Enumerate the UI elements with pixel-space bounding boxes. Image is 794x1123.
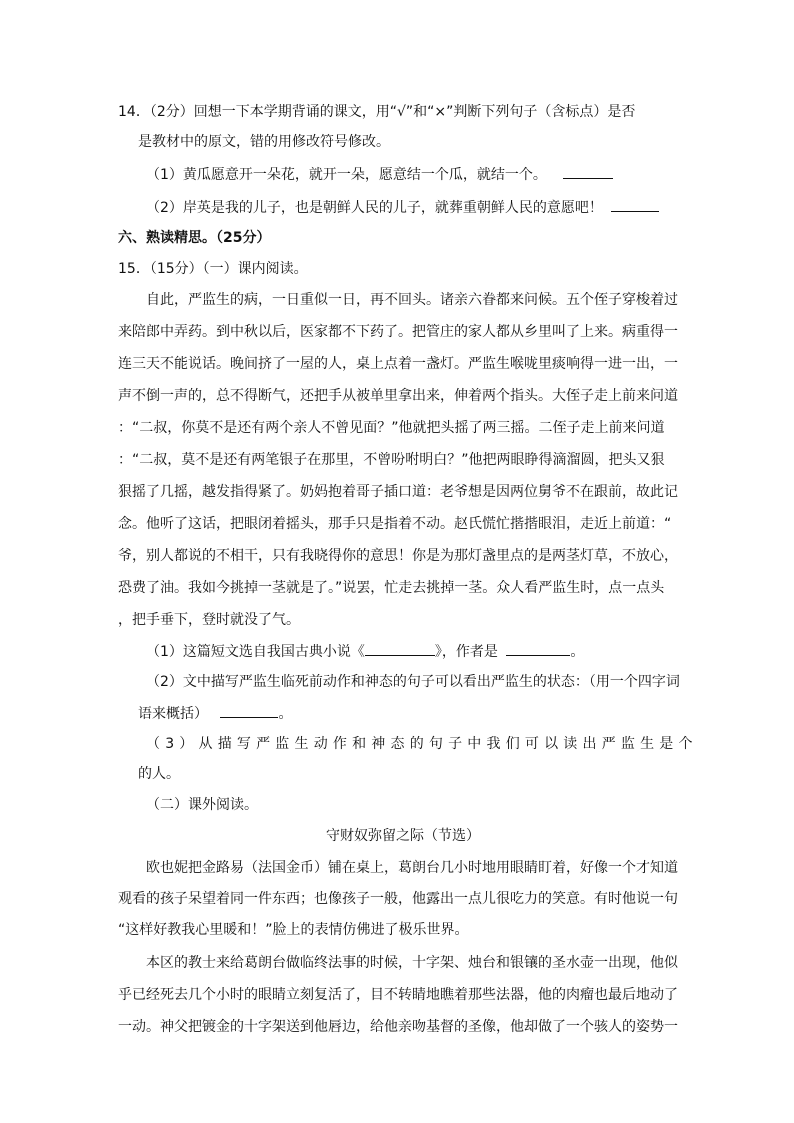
answer-blank[interactable] (506, 641, 570, 656)
article-line: “这样好教我心里暖和！”脸上的表情仿佛进了极乐世界。 (118, 922, 469, 938)
passage-line: 念。他听了这话，把眼闭着摇头，那手只是指着不动。赵氏慌忙揩揩眼泪，走近上前道：“ (118, 516, 672, 532)
answer-blank[interactable] (365, 641, 435, 656)
answer-blank[interactable] (563, 164, 613, 179)
q15-sub2-text: 语来概括） (138, 706, 208, 722)
passage-line: 爷，别人都说的不相干，只有我晓得你的意思！你是为那灯盏里点的是两茎灯草，不放心， (118, 548, 678, 564)
q15-header: 15．（15分）（一）课内阅读。 (118, 261, 308, 277)
passage-line: ，把手垂下，登时就没了气。 (118, 612, 300, 628)
answer-blank[interactable] (220, 703, 278, 718)
q14-item1 (146, 164, 613, 185)
passage-line: 连三天不能说话。晚间挤了一屋的人，桌上点着一盏灯。严监生喉咙里痰响得一进一出，一 (118, 356, 678, 372)
q14-item2 (146, 197, 659, 218)
answer-blank[interactable] (611, 197, 659, 212)
q15-sub3-line2: 的人。 (138, 766, 180, 782)
passage-line: 自此，严监生的病，一日重似一日，再不回头。诸亲六眷都来问候。五个侄子穿梭着过 (146, 292, 678, 308)
q15-sub3-line1: （3）从描写严监生动作和神态的句子中我们可以读出严监生是个 (146, 736, 698, 752)
passage-line: 恐费了油。我如今挑掉一茎就是了。”说罢，忙走去挑掉一茎。众人看严监生时，点一点头 (118, 580, 665, 596)
q14-item1-text: （1）黄瓜愿意开一朵花，就开一朵，愿意结一个瓜，就结一个。 (146, 167, 547, 183)
passage-line: 声不倒一声的，总不得断气，还把手从被单里拿出来，伸着两个指头。大侄子走上前来问道 (118, 388, 678, 404)
passage-line: ：“二叔，你莫不是还有两个亲人不曾见面？”他就把头摇了两三摇。二侄子走上前来问道 (118, 420, 665, 436)
q15-sub1 (146, 641, 584, 662)
q14-item2-text: （2）岸英是我的儿子，也是朝鲜人民的儿子，就葬重朝鲜人民的意愿吧！ (146, 200, 603, 216)
article-line: 乎已经死去几个小时的眼睛立刻复活了，目不转睛地瞧着那些法器，他的肉瘤也最后地动了 (118, 987, 678, 1003)
passage-line: 来陪郎中弄药。到中秋以后，医家都不下药了。把管庄的家人都从乡里叫了上来。病重得一 (118, 324, 678, 340)
passage-line: 狠摇了几摇，越发指得紧了。奶妈抱着哥子插口道：老爷想是因两位舅爷不在跟前，故此记 (118, 484, 678, 500)
article-line: 一动。神父把镀金的十字架送到他唇边，给他亲吻基督的圣像，他却做了一个骇人的姿势一 (118, 1019, 678, 1035)
article-title: 守财奴弥留之际（节选） (326, 828, 480, 844)
section-title: 六、熟读精思。（25分） (118, 230, 271, 246)
passage-line: ：“二叔，莫不是还有两笔银子在那里，不曾吩咐明白？”他把两眼睁得滴溜圆，把头又狠 (118, 452, 665, 468)
q15-sub2-line1: （2）文中描写严监生临死前动作和神态的句子可以看出严监生的状态：（用一个四字词 (146, 674, 680, 690)
q14-line1: 14．（2分）回想一下本学期背诵的课文，用“√”和“×”判断下列句子（含标点）是否 (118, 104, 636, 120)
q15-sub2-end: 。 (278, 706, 293, 722)
article-line: 观看的孩子呆望着同一件东西；也像孩子一般，他露出一点儿很吃力的笑意。有时他说一句 (118, 891, 678, 907)
q15-sub1-text-c: 。 (570, 644, 585, 660)
q15-sub2-line2 (138, 703, 292, 724)
article-line: 欧也妮把金路易（法国金币）铺在桌上，葛朗台几小时地用眼睛盯着，好像一个才知道 (146, 860, 678, 876)
q15-sub1-text-a: （1）这篇短文选自我国古典小说《 (146, 644, 365, 660)
article-line: 本区的教士来给葛朗台做临终法事的时候，十字架、烛台和银镶的圣水壶一出现，他似 (146, 955, 678, 971)
q14-line2: 是教材中的原文，错的用修改符号修改。 (138, 134, 390, 150)
q15-sub1-text-b: 》，作者是 (434, 644, 498, 660)
part2-header: （二）课外阅读。 (146, 797, 258, 813)
